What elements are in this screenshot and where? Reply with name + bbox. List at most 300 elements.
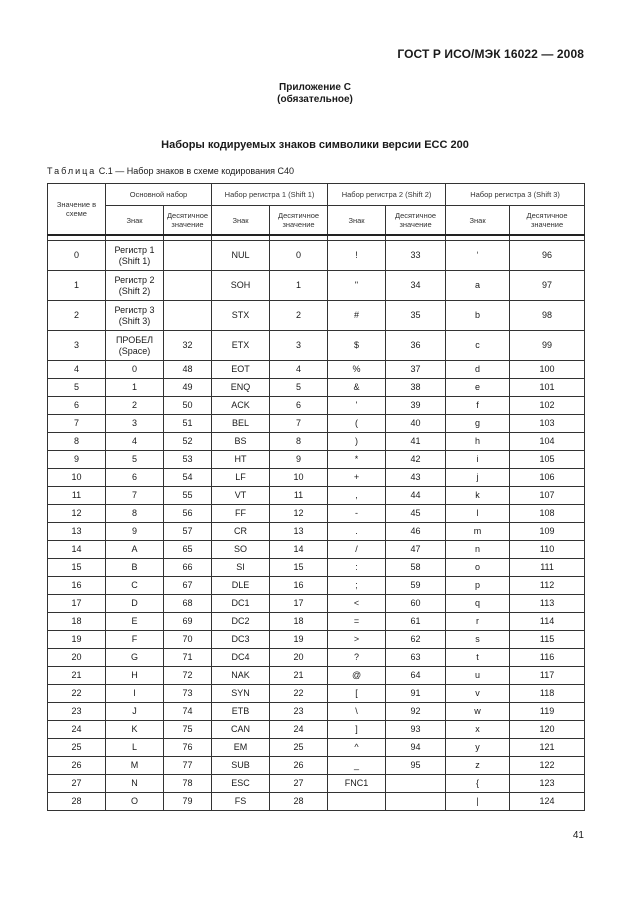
cell-shift3-decimal: 98 (510, 301, 585, 331)
cell-shift1-sign: EM (212, 739, 270, 757)
cell-value: 15 (48, 559, 106, 577)
cell-basic-sign: 3 (106, 415, 164, 433)
cell-shift2-sign: _ (328, 757, 386, 775)
cell-shift2-decimal: 93 (386, 721, 446, 739)
cell-value: 4 (48, 361, 106, 379)
cell-shift2-sign: , (328, 487, 386, 505)
cell-shift3-sign: c (446, 331, 510, 361)
cell-shift3-sign: o (446, 559, 510, 577)
cell-shift1-decimal: 23 (270, 703, 328, 721)
cell-basic-sign: O (106, 793, 164, 811)
cell-shift1-sign: DC4 (212, 649, 270, 667)
cell-basic-sign: 4 (106, 433, 164, 451)
cell-shift1-sign: CR (212, 523, 270, 541)
cell-shift1-decimal: 15 (270, 559, 328, 577)
cell-value: 24 (48, 721, 106, 739)
cell-shift2-decimal: 95 (386, 757, 446, 775)
cell-shift2-sign: ( (328, 415, 386, 433)
table-caption (47, 166, 294, 176)
table-row (48, 631, 585, 649)
cell-basic-decimal (164, 271, 212, 301)
cell-shift2-decimal (386, 775, 446, 793)
cell-basic-sign: 0 (106, 361, 164, 379)
cell-value: 8 (48, 433, 106, 451)
cell-basic-sign: K (106, 721, 164, 739)
cell-value: 26 (48, 757, 106, 775)
page-number: 41 (572, 830, 584, 841)
table-row (48, 721, 585, 739)
table-row (48, 541, 585, 559)
cell-basic-sign: F (106, 631, 164, 649)
cell-shift3-decimal: 101 (510, 379, 585, 397)
cell-basic-decimal: 70 (164, 631, 212, 649)
cell-value: 3 (48, 331, 106, 361)
cell-shift2-decimal: 43 (386, 469, 446, 487)
cell-basic-sign: 6 (106, 469, 164, 487)
table-row (48, 559, 585, 577)
table-row (48, 415, 585, 433)
cell-value: 28 (48, 793, 106, 811)
cell-basic-sign: I (106, 685, 164, 703)
document-header: ГОСТ Р ИСО/МЭК 16022 — 2008 (397, 47, 584, 61)
cell-basic-sign: M (106, 757, 164, 775)
cell-value: 1 (48, 271, 106, 301)
cell-shift2-sign: \ (328, 703, 386, 721)
cell-shift3-sign: k (446, 487, 510, 505)
table-row (48, 379, 585, 397)
cell-shift1-decimal: 3 (270, 331, 328, 361)
cell-shift3-sign: b (446, 301, 510, 331)
table-row (48, 613, 585, 631)
cell-shift3-decimal: 111 (510, 559, 585, 577)
cell-basic-decimal: 50 (164, 397, 212, 415)
cell-shift2-decimal: 44 (386, 487, 446, 505)
cell-shift2-sign: ! (328, 241, 386, 271)
cell-basic-sign: ПРОБЕЛ (Space) (106, 331, 164, 361)
cell-shift2-sign (328, 793, 386, 811)
cell-shift1-decimal: 5 (270, 379, 328, 397)
table-row (48, 397, 585, 415)
cell-shift1-decimal: 26 (270, 757, 328, 775)
cell-shift3-sign: l (446, 505, 510, 523)
cell-shift3-decimal: 100 (510, 361, 585, 379)
cell-shift3-sign: { (446, 775, 510, 793)
cell-shift1-sign: ENQ (212, 379, 270, 397)
cell-shift1-decimal: 22 (270, 685, 328, 703)
cell-shift2-decimal: 92 (386, 703, 446, 721)
table-row (48, 361, 585, 379)
cell-shift1-decimal: 13 (270, 523, 328, 541)
cell-shift2-decimal: 45 (386, 505, 446, 523)
table-row (48, 301, 585, 331)
cell-shift1-decimal: 20 (270, 649, 328, 667)
cell-shift2-sign: . (328, 523, 386, 541)
cell-shift1-sign: SOH (212, 271, 270, 301)
annex-heading (0, 82, 630, 106)
table-row (48, 667, 585, 685)
cell-basic-sign: 7 (106, 487, 164, 505)
cell-shift2-sign: # (328, 301, 386, 331)
cell-value: 6 (48, 397, 106, 415)
cell-shift2-decimal: 94 (386, 739, 446, 757)
table-row (48, 271, 585, 301)
table-row (48, 487, 585, 505)
cell-basic-decimal: 57 (164, 523, 212, 541)
cell-basic-decimal: 51 (164, 415, 212, 433)
table-row (48, 241, 585, 271)
cell-basic-sign: Регистр 3 (Shift 3) (106, 301, 164, 331)
cell-shift3-sign: f (446, 397, 510, 415)
cell-shift2-decimal: 61 (386, 613, 446, 631)
cell-shift3-decimal: 110 (510, 541, 585, 559)
header-sign: Знак (106, 206, 164, 236)
header-decimal: Десятичное значение (164, 206, 212, 236)
cell-shift3-sign: m (446, 523, 510, 541)
cell-shift3-sign: x (446, 721, 510, 739)
cell-shift3-sign: v (446, 685, 510, 703)
cell-shift3-decimal: 121 (510, 739, 585, 757)
cell-shift3-decimal: 106 (510, 469, 585, 487)
cell-basic-decimal: 69 (164, 613, 212, 631)
cell-basic-decimal: 79 (164, 793, 212, 811)
cell-value: 14 (48, 541, 106, 559)
cell-basic-decimal: 76 (164, 739, 212, 757)
cell-shift2-decimal: 42 (386, 451, 446, 469)
cell-value: 9 (48, 451, 106, 469)
cell-basic-decimal: 77 (164, 757, 212, 775)
cell-shift3-decimal: 124 (510, 793, 585, 811)
cell-value: 0 (48, 241, 106, 271)
header-shift3-set: Набор регистра 3 (Shift 3) (446, 184, 585, 206)
cell-shift1-sign: DC1 (212, 595, 270, 613)
cell-shift3-decimal: 114 (510, 613, 585, 631)
cell-value: 18 (48, 613, 106, 631)
cell-shift1-decimal: 11 (270, 487, 328, 505)
cell-basic-decimal (164, 241, 212, 271)
cell-shift2-sign: & (328, 379, 386, 397)
table-row (48, 451, 585, 469)
cell-shift3-decimal: 97 (510, 271, 585, 301)
cell-value: 27 (48, 775, 106, 793)
table-row (48, 775, 585, 793)
table-row (48, 703, 585, 721)
cell-shift1-sign: SI (212, 559, 270, 577)
cell-shift3-decimal: 105 (510, 451, 585, 469)
cell-shift2-sign: [ (328, 685, 386, 703)
cell-shift3-decimal: 122 (510, 757, 585, 775)
cell-basic-decimal: 49 (164, 379, 212, 397)
header-sign: Знак (212, 206, 270, 236)
cell-basic-sign: B (106, 559, 164, 577)
cell-shift1-sign: STX (212, 301, 270, 331)
header-decimal: Десятичное значение (270, 206, 328, 236)
cell-basic-sign: 9 (106, 523, 164, 541)
cell-shift1-sign: HT (212, 451, 270, 469)
header-value-in-scheme: Значение в схеме (48, 184, 106, 236)
cell-value: 2 (48, 301, 106, 331)
cell-basic-decimal: 74 (164, 703, 212, 721)
cell-shift1-decimal: 27 (270, 775, 328, 793)
table-row (48, 505, 585, 523)
cell-shift3-decimal: 107 (510, 487, 585, 505)
header-basic-set: Основной набор (106, 184, 212, 206)
cell-shift1-decimal: 2 (270, 301, 328, 331)
annex-title: Приложение С (279, 82, 351, 93)
cell-shift3-sign: y (446, 739, 510, 757)
cell-shift3-decimal: 123 (510, 775, 585, 793)
cell-shift2-sign: : (328, 559, 386, 577)
cell-shift2-decimal: 41 (386, 433, 446, 451)
cell-shift2-sign: ; (328, 577, 386, 595)
cell-basic-decimal: 73 (164, 685, 212, 703)
cell-basic-decimal: 52 (164, 433, 212, 451)
cell-shift1-sign: CAN (212, 721, 270, 739)
cell-shift1-sign: SUB (212, 757, 270, 775)
cell-shift1-sign: SO (212, 541, 270, 559)
cell-shift3-decimal: 102 (510, 397, 585, 415)
cell-shift2-sign: @ (328, 667, 386, 685)
cell-shift1-sign: NAK (212, 667, 270, 685)
cell-shift1-sign: FS (212, 793, 270, 811)
cell-shift3-decimal: 108 (510, 505, 585, 523)
cell-value: 22 (48, 685, 106, 703)
cell-basic-decimal: 66 (164, 559, 212, 577)
table-row (48, 469, 585, 487)
cell-shift2-sign: ' (328, 397, 386, 415)
header-decimal: Десятичное значение (510, 206, 585, 236)
cell-basic-decimal: 67 (164, 577, 212, 595)
table-row (48, 793, 585, 811)
cell-shift3-decimal: 119 (510, 703, 585, 721)
header-sign: Знак (446, 206, 510, 236)
cell-value: 11 (48, 487, 106, 505)
cell-shift1-sign: BS (212, 433, 270, 451)
cell-shift3-sign: r (446, 613, 510, 631)
cell-shift1-decimal: 10 (270, 469, 328, 487)
cell-value: 7 (48, 415, 106, 433)
cell-shift1-sign: ETX (212, 331, 270, 361)
cell-shift2-sign: ? (328, 649, 386, 667)
cell-shift1-decimal: 17 (270, 595, 328, 613)
cell-shift3-sign: n (446, 541, 510, 559)
cell-shift2-sign: % (328, 361, 386, 379)
cell-shift3-sign: z (446, 757, 510, 775)
table-row (48, 649, 585, 667)
cell-shift2-decimal: 46 (386, 523, 446, 541)
header-sign: Знак (328, 206, 386, 236)
cell-shift3-sign: q (446, 595, 510, 613)
cell-basic-decimal (164, 301, 212, 331)
cell-basic-decimal: 48 (164, 361, 212, 379)
cell-basic-decimal: 72 (164, 667, 212, 685)
cell-shift1-sign: BEL (212, 415, 270, 433)
cell-shift3-decimal: 112 (510, 577, 585, 595)
cell-value: 25 (48, 739, 106, 757)
cell-shift3-decimal: 103 (510, 415, 585, 433)
cell-shift1-sign: FF (212, 505, 270, 523)
cell-basic-decimal: 56 (164, 505, 212, 523)
cell-shift2-sign: < (328, 595, 386, 613)
cell-shift3-decimal: 96 (510, 241, 585, 271)
table-caption-label: Таблица (47, 166, 97, 176)
cell-shift3-sign: g (446, 415, 510, 433)
header-decimal: Десятичное значение (386, 206, 446, 236)
table-row (48, 685, 585, 703)
cell-shift2-decimal: 64 (386, 667, 446, 685)
cell-shift3-decimal: 99 (510, 331, 585, 361)
cell-shift2-decimal: 47 (386, 541, 446, 559)
cell-basic-sign: 8 (106, 505, 164, 523)
cell-basic-sign: Регистр 2 (Shift 2) (106, 271, 164, 301)
cell-shift2-sign: * (328, 451, 386, 469)
cell-shift2-decimal: 59 (386, 577, 446, 595)
cell-basic-sign: E (106, 613, 164, 631)
cell-basic-sign: 2 (106, 397, 164, 415)
cell-value: 23 (48, 703, 106, 721)
cell-shift2-decimal: 60 (386, 595, 446, 613)
cell-shift1-decimal: 6 (270, 397, 328, 415)
section-title: Наборы кодируемых знаков символики версии ECC 200 (161, 139, 469, 151)
cell-value: 13 (48, 523, 106, 541)
cell-shift2-sign: / (328, 541, 386, 559)
cell-shift1-sign: DC2 (212, 613, 270, 631)
cell-shift3-sign: i (446, 451, 510, 469)
cell-value: 19 (48, 631, 106, 649)
table-row (48, 595, 585, 613)
cell-shift1-decimal: 28 (270, 793, 328, 811)
table-row (48, 577, 585, 595)
cell-shift2-decimal: 35 (386, 301, 446, 331)
cell-basic-decimal: 54 (164, 469, 212, 487)
cell-shift3-decimal: 117 (510, 667, 585, 685)
cell-basic-decimal: 78 (164, 775, 212, 793)
cell-basic-sign: H (106, 667, 164, 685)
cell-shift3-sign: | (446, 793, 510, 811)
cell-shift1-sign: VT (212, 487, 270, 505)
table-caption-text: С.1 — Набор знаков в схеме кодирования С40 (96, 166, 294, 176)
cell-basic-sign: G (106, 649, 164, 667)
cell-basic-sign: Регистр 1 (Shift 1) (106, 241, 164, 271)
cell-shift1-decimal: 8 (270, 433, 328, 451)
cell-shift1-decimal: 18 (270, 613, 328, 631)
cell-basic-decimal: 71 (164, 649, 212, 667)
annex-status: (обязательное) (277, 94, 353, 105)
cell-value: 21 (48, 667, 106, 685)
cell-shift2-sign: ^ (328, 739, 386, 757)
table-row (48, 523, 585, 541)
cell-shift3-sign: u (446, 667, 510, 685)
cell-basic-sign: A (106, 541, 164, 559)
cell-basic-decimal: 65 (164, 541, 212, 559)
cell-value: 16 (48, 577, 106, 595)
cell-shift1-decimal: 14 (270, 541, 328, 559)
cell-shift1-decimal: 1 (270, 271, 328, 301)
cell-basic-sign: L (106, 739, 164, 757)
table-row (48, 433, 585, 451)
cell-shift2-sign: FNC1 (328, 775, 386, 793)
cell-shift2-decimal (386, 793, 446, 811)
cell-value: 12 (48, 505, 106, 523)
cell-shift3-sign: s (446, 631, 510, 649)
cell-shift1-sign: LF (212, 469, 270, 487)
c40-charset-table (47, 183, 585, 811)
cell-shift2-sign: - (328, 505, 386, 523)
cell-shift3-sign: ‘ (446, 241, 510, 271)
table-row (48, 331, 585, 361)
cell-value: 10 (48, 469, 106, 487)
cell-shift1-sign: ACK (212, 397, 270, 415)
cell-basic-sign: J (106, 703, 164, 721)
cell-shift2-sign: = (328, 613, 386, 631)
cell-basic-decimal: 55 (164, 487, 212, 505)
cell-shift2-decimal: 39 (386, 397, 446, 415)
header-shift2-set: Набор регистра 2 (Shift 2) (328, 184, 446, 206)
cell-shift3-sign: d (446, 361, 510, 379)
cell-shift2-decimal: 38 (386, 379, 446, 397)
cell-shift2-decimal: 33 (386, 241, 446, 271)
cell-shift3-decimal: 116 (510, 649, 585, 667)
cell-shift1-sign: DC3 (212, 631, 270, 649)
cell-value: 5 (48, 379, 106, 397)
cell-shift3-sign: j (446, 469, 510, 487)
cell-shift2-decimal: 91 (386, 685, 446, 703)
cell-shift2-sign: " (328, 271, 386, 301)
cell-shift2-decimal: 62 (386, 631, 446, 649)
cell-shift1-sign: DLE (212, 577, 270, 595)
cell-shift1-sign: NUL (212, 241, 270, 271)
cell-shift1-sign: SYN (212, 685, 270, 703)
table-body (48, 235, 585, 811)
cell-basic-sign: 1 (106, 379, 164, 397)
cell-shift1-sign: EOT (212, 361, 270, 379)
cell-shift1-decimal: 25 (270, 739, 328, 757)
cell-shift2-sign: ] (328, 721, 386, 739)
cell-basic-sign: 5 (106, 451, 164, 469)
cell-shift2-decimal: 36 (386, 331, 446, 361)
cell-basic-decimal: 32 (164, 331, 212, 361)
cell-shift1-decimal: 0 (270, 241, 328, 271)
cell-basic-sign: C (106, 577, 164, 595)
cell-shift3-sign: e (446, 379, 510, 397)
cell-shift2-decimal: 37 (386, 361, 446, 379)
cell-shift2-decimal: 34 (386, 271, 446, 301)
cell-basic-sign: D (106, 595, 164, 613)
cell-shift1-sign: ESC (212, 775, 270, 793)
cell-shift2-decimal: 63 (386, 649, 446, 667)
cell-shift3-sign: t (446, 649, 510, 667)
cell-shift3-sign: p (446, 577, 510, 595)
cell-shift1-decimal: 7 (270, 415, 328, 433)
cell-shift3-decimal: 104 (510, 433, 585, 451)
table-row (48, 757, 585, 775)
cell-basic-decimal: 53 (164, 451, 212, 469)
cell-basic-sign: N (106, 775, 164, 793)
cell-shift3-decimal: 118 (510, 685, 585, 703)
cell-basic-decimal: 75 (164, 721, 212, 739)
header-shift1-set: Набор регистра 1 (Shift 1) (212, 184, 328, 206)
cell-shift3-decimal: 120 (510, 721, 585, 739)
cell-shift2-decimal: 40 (386, 415, 446, 433)
table-row (48, 739, 585, 757)
cell-shift3-decimal: 109 (510, 523, 585, 541)
cell-shift3-decimal: 115 (510, 631, 585, 649)
cell-shift1-decimal: 21 (270, 667, 328, 685)
cell-shift3-sign: w (446, 703, 510, 721)
cell-shift2-sign: > (328, 631, 386, 649)
cell-shift3-sign: a (446, 271, 510, 301)
cell-basic-decimal: 68 (164, 595, 212, 613)
cell-shift3-decimal: 113 (510, 595, 585, 613)
